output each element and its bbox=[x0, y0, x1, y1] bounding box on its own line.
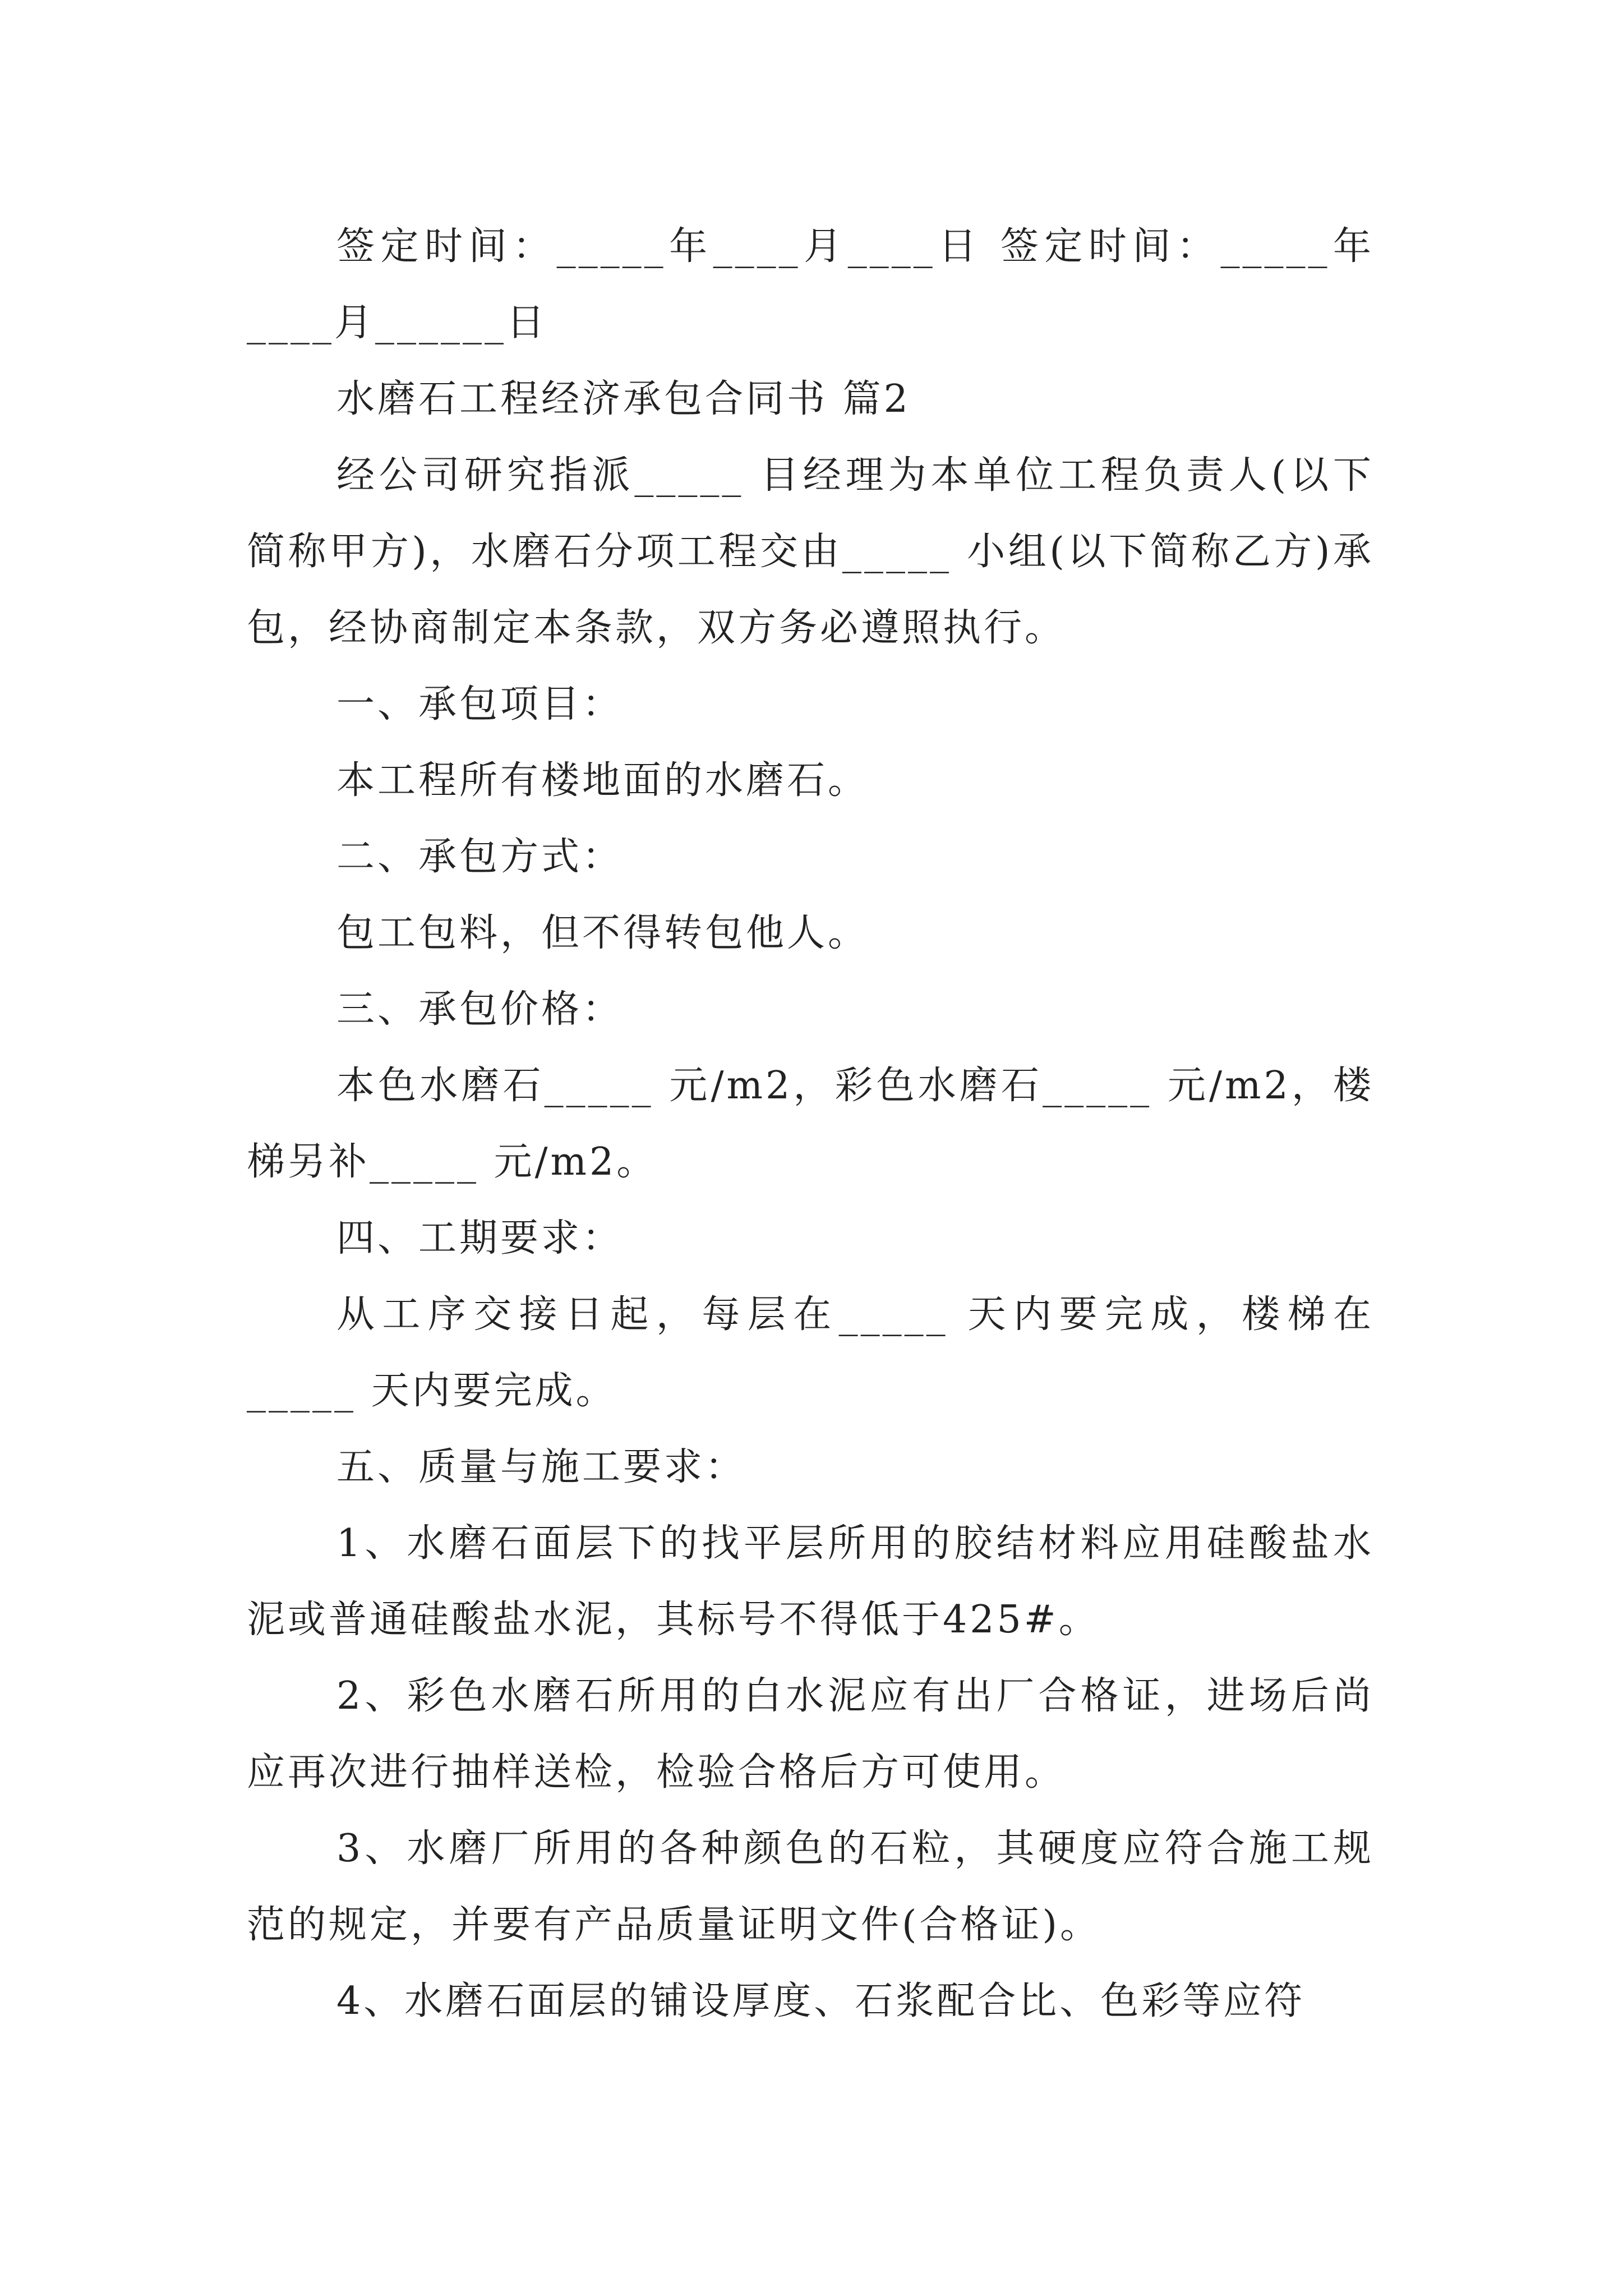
method-paragraph: 包工包料，但不得转包他人。 bbox=[336, 911, 869, 955]
quality-item-4: 4、水磨石面层的铺设厚度、石浆配合比、色彩等应符 bbox=[336, 1979, 1306, 2023]
heading-schedule: 四、工期要求： bbox=[336, 1216, 624, 1260]
quality-item-1: 1、水磨石面层下的找平层所用的胶结材料应用硅酸盐水泥或普通硅酸盐水泥，其标号不得低于425#。 bbox=[247, 1521, 1374, 1642]
heading-scope: 一、承包项目： bbox=[336, 682, 624, 726]
quality-item-3: 3、水磨厂所用的各种颜色的石粒，其硬度应符合施工规范的规定，并要有产品质量证明文件(合格证)。 bbox=[247, 1826, 1374, 1947]
price-paragraph: 本色水磨石_____ 元/m2，彩色水磨石_____ 元/m2，楼梯另补_____ 元/m2。 bbox=[247, 1064, 1374, 1184]
scope-paragraph: 本工程所有楼地面的水磨石。 bbox=[336, 758, 869, 803]
heading-price: 三、承包价格： bbox=[336, 987, 624, 1032]
quality-item-2: 2、彩色水磨石所用的白水泥应有出厂合格证，进场后尚应再次进行抽样送检，检验合格后方可使用。 bbox=[247, 1674, 1374, 1795]
heading-method: 二、承包方式： bbox=[336, 835, 624, 879]
document-body bbox=[247, 209, 1374, 2040]
section-title: 水磨石工程经济承包合同书 篇2 bbox=[336, 377, 911, 421]
schedule-paragraph: 从工序交接日起，每层在_____ 天内要完成，楼梯在_____ 天内要完成。 bbox=[247, 1292, 1374, 1413]
intro-paragraph: 经公司研究指派_____ 目经理为本单位工程负责人(以下简称甲方)，水磨石分项工程交由_____ 小组(以下简称乙方)承包，经协商制定本条款，双方务必遵照执行。 bbox=[247, 453, 1374, 650]
heading-quality: 五、质量与施工要求： bbox=[336, 1445, 746, 1489]
signing-date-line: 签定时间：_____年____月____日 签定时间：_____年____月______日 bbox=[247, 224, 1374, 345]
